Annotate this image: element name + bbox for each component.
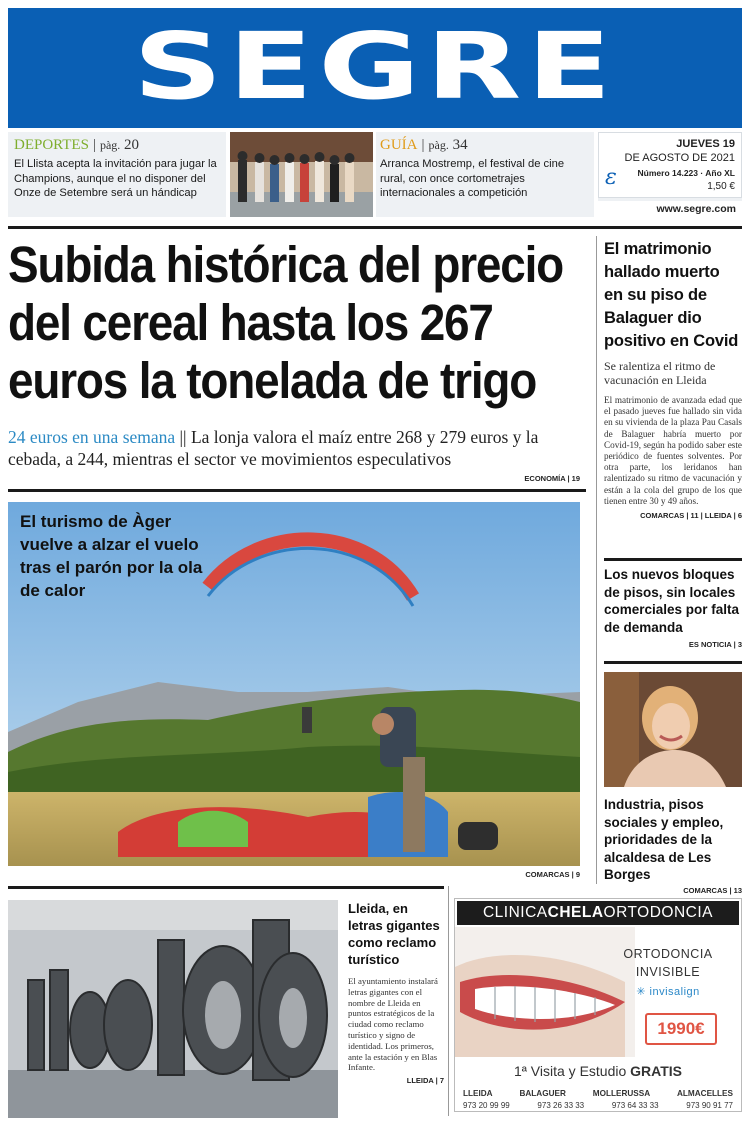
teaser-kicker-row bbox=[380, 136, 590, 154]
section-divider bbox=[8, 886, 444, 889]
teaser-kicker: DEPORTES bbox=[14, 137, 89, 153]
section-divider bbox=[8, 226, 742, 229]
ad-price: 1990€ bbox=[645, 1013, 717, 1045]
ad-phone: 973 64 33 33 bbox=[611, 1101, 659, 1110]
story-deck: Se ralentiza el ritmo de vacunación en Lleida bbox=[604, 359, 716, 387]
lead-section-tag: ECONOMÍA | 19 bbox=[524, 474, 580, 483]
kicker-divider: | bbox=[92, 137, 96, 153]
story-body: El ayuntamiento instalará letras gigantes con el nombre de Lleida en puntos estratégicos de la ciudad como reclamo turístico y signo de identidad. Los primeros, ante la estación y en Blas Infante. bbox=[348, 976, 438, 1073]
story-section-tag: COMARCAS | 11 | LLEIDA | 6 bbox=[640, 511, 742, 521]
photo-caption: El turismo de Àger vuelve a alzar el vuelo tras el parón por la ola de calor bbox=[20, 512, 203, 600]
ad-line1: ORTODONCIA bbox=[623, 947, 713, 961]
ad-product-name: invisalign bbox=[649, 986, 700, 998]
section-divider bbox=[604, 661, 742, 664]
ad-phone: 973 20 99 99 bbox=[463, 1101, 510, 1110]
smile-image bbox=[455, 927, 635, 1057]
story-body: El matrimonio de avanzada edad que el pasado jueves fue hallado sin vida en su vivienda de la plaza Pau Casals de Balaguer habría muerto por Covid-19, según ha podido saber este periódico de fuentes solventes. Por otra parte, los leridanos han ralentizado su ritmo de vacunación y están a la cola del grupo de los que tienen entre 30 y 49 años. bbox=[604, 395, 742, 506]
ad-product bbox=[609, 985, 727, 998]
ad-phone: 973 26 33 33 bbox=[537, 1101, 585, 1110]
ad-line2: INVISIBLE bbox=[635, 965, 701, 979]
ad-phone: 973 90 91 77 bbox=[686, 1101, 733, 1110]
teaser-kicker-row bbox=[14, 136, 220, 154]
lead-subhead bbox=[8, 426, 588, 470]
ad-header bbox=[457, 901, 739, 925]
clinic-advertisement[interactable] bbox=[454, 898, 742, 1112]
ad-offer-strong: GRATIS bbox=[630, 1063, 683, 1079]
story-bloques[interactable] bbox=[604, 566, 742, 649]
ad-phones bbox=[463, 1101, 733, 1110]
ad-city: ALMACELLES bbox=[677, 1089, 733, 1098]
teaser-text: Arranca Mostremp, el festival de cine rural, con once cortometrajes internacionales a competición bbox=[380, 158, 565, 199]
teaser-kicker: GUÍA bbox=[380, 137, 418, 153]
story-title: Los nuevos bloques de pisos, sin locales comerciales por falta de demanda bbox=[604, 567, 740, 635]
subhead-text: La lonja valora el maíz entre 268 y 279 euros y la cebada, a 244, mientras el sector ve movimientos especulativos bbox=[8, 427, 539, 469]
photo-section-tag: COMARCAS | 9 bbox=[525, 870, 580, 879]
story-title: Lleida, en letras gigantes como reclamo turístico bbox=[348, 901, 440, 967]
story-section-tag: ES NOTICIA | 3 bbox=[688, 640, 742, 649]
ad-cities bbox=[463, 1089, 733, 1098]
lead-headline[interactable]: Subida histórica del precio del cereal hasta los 267 euros la tonelada de trigo bbox=[8, 236, 564, 409]
story-section-tag: LLEIDA | 7 bbox=[406, 1076, 444, 1086]
teaser-text: El Llista acepta la invitación para jugar la Champions, aunque el no disponer del Onze de Setembre será un hándicap bbox=[14, 158, 217, 199]
ad-city: BALAGUER bbox=[519, 1089, 566, 1098]
ad-offer bbox=[455, 1063, 741, 1079]
lleida-letters-image bbox=[8, 900, 338, 1118]
teaser-photo-image bbox=[230, 132, 373, 217]
page-number: 34 bbox=[452, 137, 468, 153]
story-covid[interactable] bbox=[604, 238, 742, 520]
main-photo[interactable] bbox=[8, 502, 580, 866]
ad-offer-text: 1ª Visita y Estudio bbox=[513, 1063, 627, 1079]
story-lleida[interactable] bbox=[348, 900, 444, 1085]
section-divider bbox=[8, 489, 586, 492]
story-borges[interactable] bbox=[604, 796, 742, 895]
teaser-deportes[interactable] bbox=[8, 132, 226, 217]
date-box bbox=[598, 132, 742, 198]
subhead-separator: || bbox=[179, 427, 187, 447]
column-divider bbox=[448, 886, 449, 1116]
ad-brand-b: CHELA bbox=[547, 904, 604, 921]
lleida-letters-photo[interactable] bbox=[8, 900, 338, 1118]
issue-info bbox=[598, 132, 742, 217]
ad-city: LLEIDA bbox=[463, 1089, 493, 1098]
story-title: Industria, pisos sociales y empleo, prioridades de la alcaldesa de Les Borges bbox=[604, 797, 724, 882]
subhead-lead: 24 euros en una semana bbox=[8, 427, 176, 447]
teaser-photo[interactable] bbox=[230, 132, 373, 217]
portrait-image bbox=[604, 672, 742, 787]
ad-city: MOLLERUSSA bbox=[592, 1089, 651, 1098]
page-label: pàg. bbox=[99, 138, 121, 152]
ad-brand-a: CLINICA bbox=[482, 904, 548, 921]
segre-mark-icon: ɛ bbox=[605, 165, 617, 190]
page-label: pàg. bbox=[428, 138, 449, 152]
issue-day: JUEVES 19 bbox=[676, 138, 735, 150]
portrait-photo[interactable] bbox=[604, 672, 742, 787]
masthead[interactable] bbox=[8, 8, 742, 128]
page-number: 20 bbox=[124, 137, 140, 153]
issue-date: DE AGOSTO DE 2021 bbox=[624, 152, 735, 164]
invisalign-icon: ✳ bbox=[636, 986, 646, 998]
section-divider bbox=[604, 558, 742, 561]
issue-number: Número 14.223 · Año XL bbox=[637, 168, 735, 178]
kicker-divider: | bbox=[421, 137, 425, 153]
masthead-logo: SEGRE bbox=[133, 13, 617, 120]
website-link[interactable]: www.segre.com bbox=[598, 201, 742, 217]
ad-brand-c: ORTODONCIA bbox=[603, 904, 714, 921]
story-section-tag: COMARCAS | 13 bbox=[683, 885, 742, 895]
story-title: El matrimonio hallado muerto en su piso de Balaguer dio positivo en Covid bbox=[604, 240, 739, 350]
teaser-guia[interactable] bbox=[376, 132, 594, 217]
issue-price: 1,50 € bbox=[707, 181, 735, 192]
column-divider bbox=[596, 236, 597, 884]
